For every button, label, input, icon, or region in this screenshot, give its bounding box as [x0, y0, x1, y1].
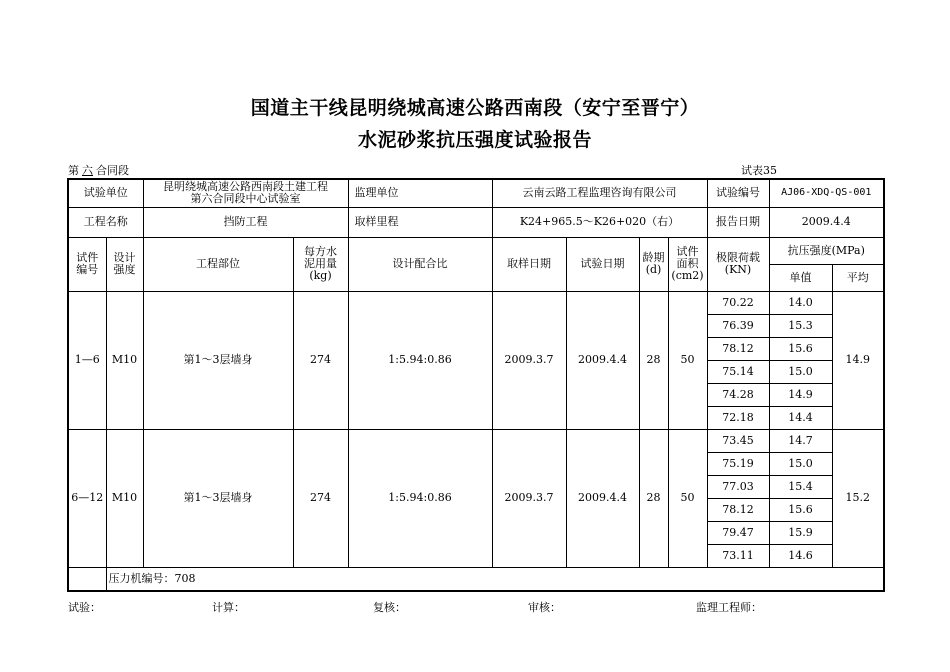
table-row: [68, 429, 884, 452]
cement: 274: [293, 429, 348, 567]
contract-suffix: 合同段: [96, 164, 129, 177]
contract-prefix: 第: [68, 164, 79, 177]
machine-blank-cell: [68, 567, 106, 591]
specimen-no-header-l1: 试件: [76, 251, 99, 264]
single-value: 14.9: [769, 383, 832, 406]
load-value: 73.45: [707, 429, 769, 452]
single-value: 15.6: [769, 337, 832, 360]
supervisor-value: 云南云路工程监理咨询有限公司: [492, 179, 707, 207]
design-strength-header-l1: 设计: [113, 251, 136, 264]
test-date-header: 试验日期: [566, 237, 639, 291]
single-value: 15.9: [769, 521, 832, 544]
test-unit-line2: 第六合同段中心试验室: [190, 192, 301, 206]
design-strength-header-l2: 强度: [113, 263, 136, 276]
load-value: 78.12: [707, 498, 769, 521]
test-date: 2009.4.4: [566, 291, 639, 429]
area-header-l1: 试件: [676, 245, 699, 258]
age-header-l2: (d): [645, 263, 662, 276]
age-header: [639, 237, 668, 291]
load-value: 79.47: [707, 521, 769, 544]
single-value: 15.0: [769, 360, 832, 383]
area-header-l3: (cm2): [671, 269, 704, 282]
report-title-line2: 水泥砂浆抗压强度试验报告: [357, 129, 592, 151]
load-value: 72.18: [707, 406, 769, 429]
cement-header-l1: 每方水: [304, 245, 337, 258]
load-header-l1: 极限荷载: [716, 251, 760, 264]
location: 第1～3层墙身: [143, 429, 293, 567]
report-date-value: 2009.4.4: [769, 207, 884, 237]
cement-header-l2: 泥用量: [304, 257, 337, 270]
test-unit-line1: 昆明绕城高速公路西南段土建工程: [163, 180, 328, 194]
area: 50: [668, 429, 707, 567]
mix-ratio: 1:5.94:0.86: [348, 429, 492, 567]
supervisor-label: 监理单位: [348, 179, 492, 207]
load-value: 77.03: [707, 475, 769, 498]
signature-supervisor: 监理工程师：: [696, 601, 762, 614]
sample-date: 2009.3.7: [492, 291, 566, 429]
area-header: [668, 237, 707, 291]
age: 28: [639, 291, 668, 429]
test-unit-label: 试验单位: [68, 179, 143, 207]
specimen-no: 1—6: [68, 291, 106, 429]
signature-calc: 计算：: [212, 601, 245, 614]
mix-ratio-header: 设计配合比: [348, 237, 492, 291]
design-strength-header: [106, 237, 143, 291]
test-unit-value: [143, 179, 348, 207]
average-value: 15.2: [832, 429, 884, 567]
cement: 274: [293, 291, 348, 429]
load-header-l2: (KN): [724, 263, 752, 276]
area-header-l2: 面积: [676, 257, 699, 270]
form-number: 试表35: [741, 164, 777, 177]
single-value: 14.4: [769, 406, 832, 429]
single-value: 15.6: [769, 498, 832, 521]
contract-number: 六: [82, 164, 93, 177]
single-header: 单值: [769, 264, 832, 291]
single-value: 15.3: [769, 314, 832, 337]
average-value: 14.9: [832, 291, 884, 429]
sample-date-header: 取样日期: [492, 237, 566, 291]
report-title-line1: 国道主干线昆明绕城高速公路西南段（安宁至晋宁）: [250, 97, 700, 119]
strength-header: 抗压强度(MPa): [769, 237, 884, 264]
design-strength: M10: [106, 291, 143, 429]
average-header: 平均: [832, 264, 884, 291]
single-value: 14.6: [769, 544, 832, 567]
signature-test: 试验：: [68, 601, 101, 614]
single-value: 14.7: [769, 429, 832, 452]
project-value: 挡防工程: [143, 207, 348, 237]
specimen-no-header: [68, 237, 106, 291]
age-header-l1: 龄期: [642, 251, 665, 264]
load-value: 76.39: [707, 314, 769, 337]
machine-number: 压力机编号：708: [106, 567, 884, 591]
area: 50: [668, 291, 707, 429]
test-no-label: 试验编号: [707, 179, 769, 207]
report-table: [67, 178, 885, 592]
location-header: 工程部位: [143, 237, 293, 291]
station-label: 取样里程: [348, 207, 492, 237]
report-date-label: 报告日期: [707, 207, 769, 237]
single-value: 15.0: [769, 452, 832, 475]
sample-date: 2009.3.7: [492, 429, 566, 567]
specimen-no-header-l2: 编号: [76, 263, 99, 276]
test-date: 2009.4.4: [566, 429, 639, 567]
load-value: 75.14: [707, 360, 769, 383]
table-row: [68, 291, 884, 314]
signature-audit: 审核：: [528, 601, 561, 614]
project-label: 工程名称: [68, 207, 143, 237]
load-value: 73.11: [707, 544, 769, 567]
load-header: [707, 237, 769, 291]
mix-ratio: 1:5.94:0.86: [348, 291, 492, 429]
load-value: 70.22: [707, 291, 769, 314]
header-row-1: [68, 237, 884, 264]
load-value: 75.19: [707, 452, 769, 475]
design-strength: M10: [106, 429, 143, 567]
contract-section: [68, 162, 129, 178]
age: 28: [639, 429, 668, 567]
signature-review: 复核：: [373, 601, 406, 614]
specimen-no: 6—12: [68, 429, 106, 567]
machine-row: [68, 567, 884, 591]
test-no-value: AJ06-XDQ-QS-001: [769, 179, 884, 207]
location: 第1～3层墙身: [143, 291, 293, 429]
cement-header-l3: (kg): [309, 269, 332, 282]
info-row-2: [68, 207, 884, 237]
load-value: 78.12: [707, 337, 769, 360]
single-value: 15.4: [769, 475, 832, 498]
station-value: K24+965.5～K26+020（右）: [492, 207, 707, 237]
info-row-1: [68, 179, 884, 207]
cement-header: [293, 237, 348, 291]
single-value: 14.0: [769, 291, 832, 314]
load-value: 74.28: [707, 383, 769, 406]
